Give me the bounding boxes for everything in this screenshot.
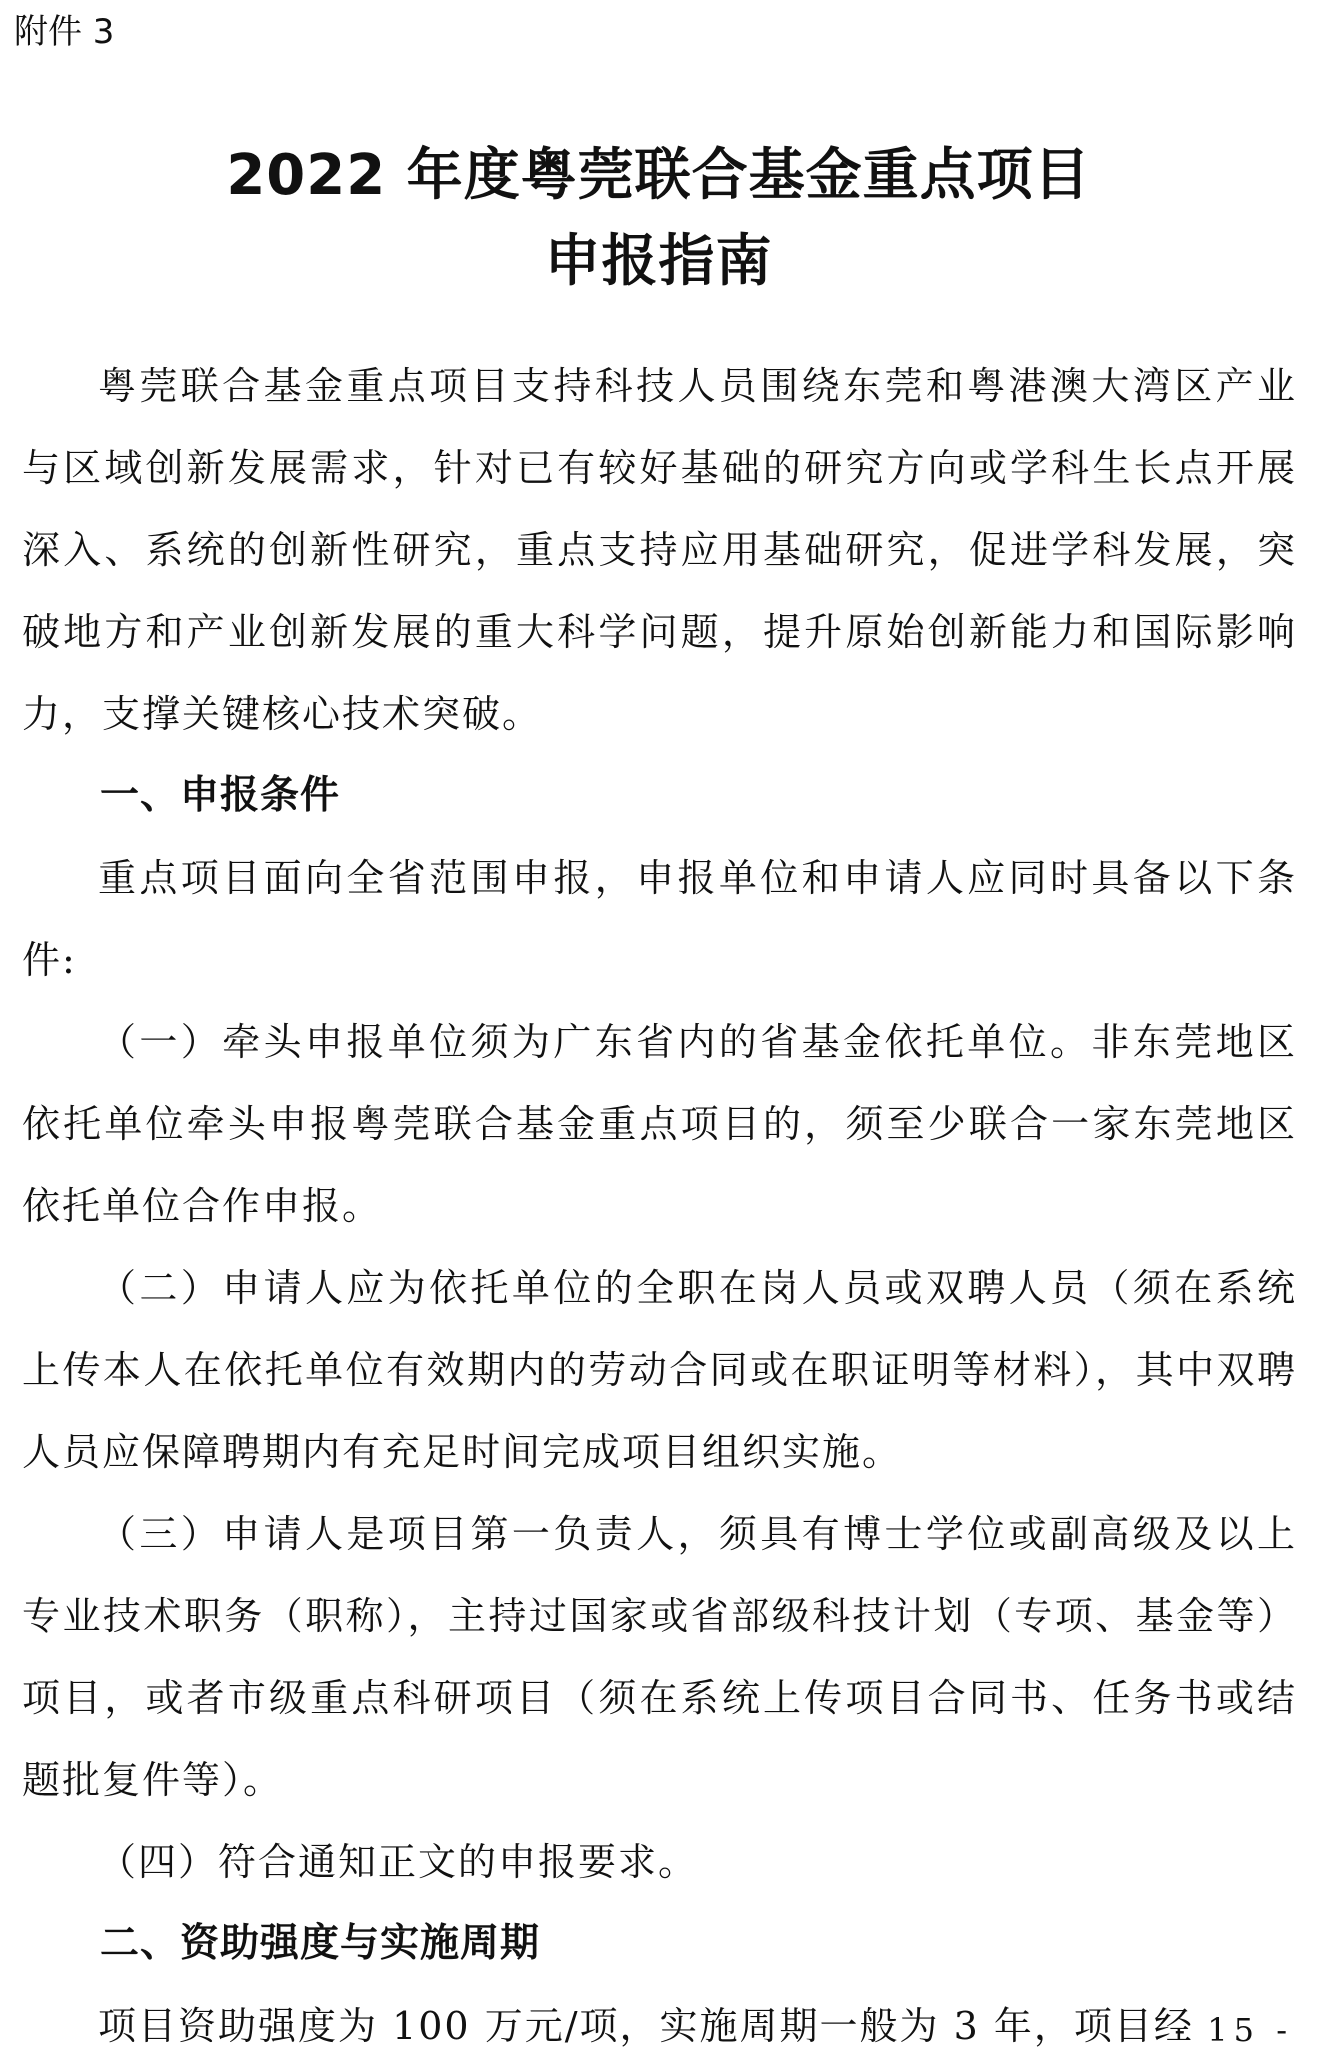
condition-item-1: （一）牵头申报单位须为广东省内的省基金依托单位。非东莞地区依托单位牵头申报粤莞联合基金重点项目的，须至少联合一家东莞地区依托单位合作申报。 (22, 1020, 1297, 1228)
section-2-heading: 二、资助强度与实施周期 (100, 1921, 541, 1966)
document-title-line-1: 2022 年度粤莞联合基金重点项目 (226, 143, 1091, 208)
section-1-lead-paragraph: 重点项目面向全省范围申报，申报单位和申请人应同时具备以下条件: (22, 856, 1297, 982)
section-1-heading: 一、申报条件 (100, 773, 341, 818)
section-2-paragraph: 项目资助强度为 100 万元/项，实施周期一般为 3 年，项目经 (98, 2004, 1194, 2048)
document-body (22, 345, 1297, 2067)
attachment-label: 附件 3 (14, 12, 115, 52)
condition-item-2: （二）申请人应为依托单位的全职在岗人员或双聘人员（须在系统上传本人在依托单位有效期内的劳动合同或在职证明等材料），其中双聘人员应保障聘期内有充足时间完成项目组织实施。 (22, 1266, 1297, 1474)
page-number: - 15 - (1174, 2011, 1293, 2049)
intro-paragraph: 粤莞联合基金重点项目支持科技人员围绕东莞和粤港澳大湾区产业与区域创新发展需求，针对已有较好基础的研究方向或学科生长点开展深入、系统的创新性研究，重点支持应用基础研究，促进学科发展，突破地方和产业创新发展的重大科学问题，提升原始创新能力和国际影响力，支撑关键核心技术突破。 (22, 364, 1297, 736)
condition-item-4: （四）符合通知正文的申报要求。 (98, 1840, 699, 1884)
condition-item-3: （三）申请人是项目第一负责人，须具有博士学位或副高级及以上专业技术职务（职称），主持过国家或省部级科技计划（专项、基金等）项目，或者市级重点科研项目（须在系统上传项目合同书、任务书或结题批复件等）。 (22, 1512, 1297, 1802)
document-title-line-2: 申报指南 (544, 229, 773, 294)
